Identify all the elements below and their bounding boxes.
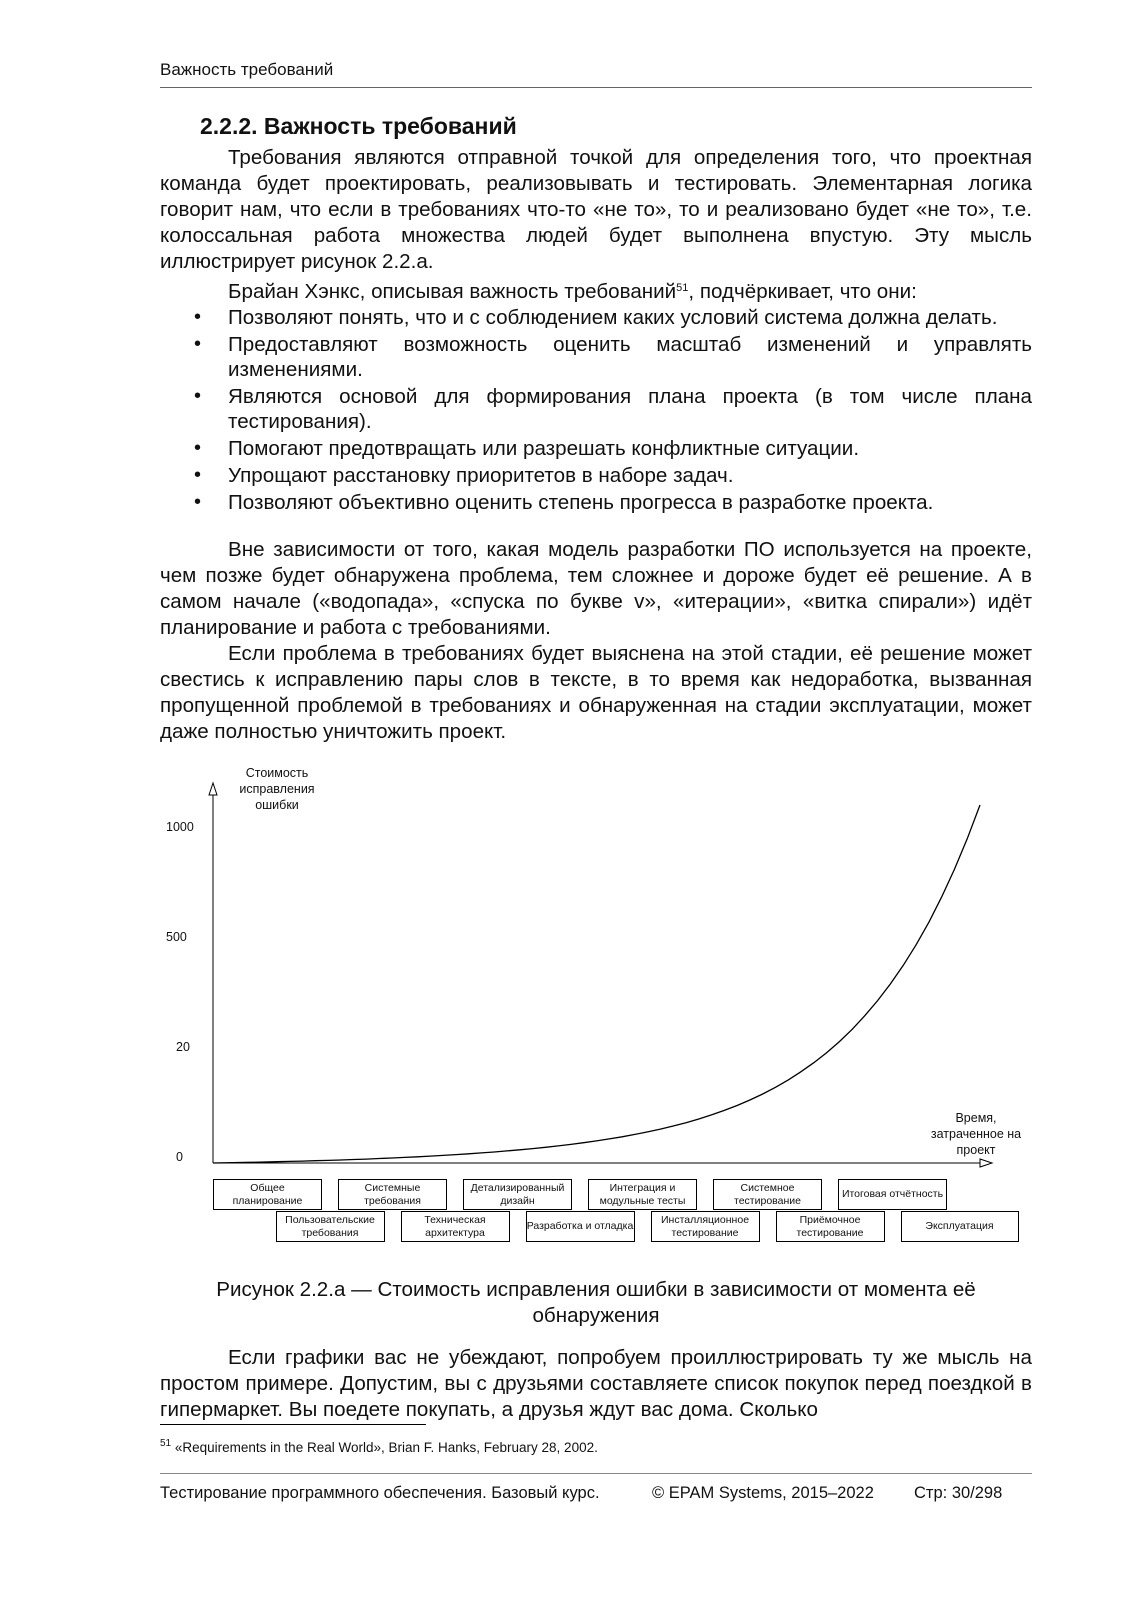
running-title: Важность требований <box>160 60 334 79</box>
figure-caption: Рисунок 2.2.a — Стоимость исправления ошибки в зависимости от момента её обнаружения <box>216 1278 976 1327</box>
x-axis-label: Время, затраченное на проект <box>930 1111 1022 1157</box>
header-rule <box>160 87 1032 88</box>
bullet-icon: • <box>194 306 202 328</box>
footer-page-number: Стр: 30/298 <box>914 1484 1003 1502</box>
y-axis-label: Стоимость исправления ошибки <box>239 766 315 812</box>
phase-box: Итоговая отчётность <box>838 1179 947 1210</box>
list-item-text: Помогают предотвращать или разрешать конфликтные ситуации. <box>228 437 860 460</box>
phase-box: Системные требования <box>338 1179 447 1210</box>
list-item <box>160 463 1032 488</box>
paragraph-2 <box>160 275 1032 305</box>
list-item <box>160 490 1032 515</box>
section-title: 2.2.2. Важность требований <box>200 113 517 139</box>
footnote-text: «Requirements in the Real World», Brian F. Hanks, February 28, 2002. <box>171 1440 598 1455</box>
phase-box: Детализированный дизайн <box>463 1179 572 1210</box>
list-item <box>160 384 1032 434</box>
list-item-text: Предоставляют возможность оценить масштаб изменений и управлять изменениями. <box>228 333 1032 381</box>
phase-box: Общее планирование <box>213 1179 322 1210</box>
phase-box: Разработка и отладка <box>526 1211 635 1242</box>
paragraph-4: Если проблема в требованиях будет выяснена на этой стадии, её решение может свестись к исправлению пары слов в тексте, в то время как недоработка, вызванная пропущенной проблемой в требованиях и обнаруженная на стадии эксплуатации, может даже полностью уничтожить проект. <box>160 642 1032 743</box>
phase-box: Интеграция и модульные тесты <box>588 1179 697 1210</box>
x-axis-arrow <box>980 1159 992 1167</box>
footnote-rule <box>160 1424 426 1425</box>
cost-chart <box>160 765 1032 1267</box>
list-item-text: Являются основой для формирования плана проекта (в том числе плана тестирования). <box>228 385 1032 433</box>
bullet-icon: • <box>194 385 202 407</box>
cost-curve <box>213 805 980 1163</box>
list-item <box>160 332 1032 382</box>
page-content <box>160 110 1032 1423</box>
footnote-number: 51 <box>160 1438 172 1449</box>
footer-book-title: Тестирование программного обеспечения. Базовый курс. <box>160 1484 600 1502</box>
y-tick-label: 0 <box>176 1150 183 1164</box>
paragraph-2-tail: , подчёркивает, что они: <box>688 280 917 303</box>
paragraph-5: Если графики вас не убеждают, попробуем проиллюстрировать ту же мысль на простом примере. Допустим, вы с друзьями составляете список покупок перед поездкой в гипермаркет. Вы поедете покупать, а друзья ждут вас дома. Сколько <box>160 1346 1032 1421</box>
paragraph-2-text: Брайан Хэнкс, описывая важность требований <box>228 280 677 303</box>
bullet-list <box>160 305 1032 515</box>
paragraph-1: Требования являются отправной точкой для определения того, что проектная команда будет проектировать, реализовывать и тестировать. Элементарная логика говорит нам, что если в требованиях что-то «не то», то и реализовано будет «не то», т.е. колоссальная работа множества людей будет выполнена впустую. Эту мысль иллюстрирует рисунок 2.2.a. <box>160 146 1032 273</box>
list-item-text: Упрощают расстановку приоритетов в наборе задач. <box>228 464 734 487</box>
phase-box: Инсталляционное тестирование <box>651 1211 760 1242</box>
footnote <box>160 1435 598 1457</box>
y-axis-arrow <box>209 783 217 795</box>
list-item-text: Позволяют объективно оценить степень прогресса в разработке проекта. <box>228 491 934 514</box>
phase-box: Эксплуатация <box>901 1211 1019 1242</box>
list-item <box>160 305 1032 330</box>
bullet-icon: • <box>194 491 202 513</box>
phase-box: Приёмочное тестирование <box>776 1211 885 1242</box>
y-tick-label: 20 <box>176 1040 190 1054</box>
list-item <box>160 436 1032 461</box>
phase-box: Системное тестирование <box>713 1179 822 1210</box>
footnote-ref[interactable]: 51 <box>676 282 689 294</box>
y-tick-label: 1000 <box>166 820 194 834</box>
bullet-icon: • <box>194 464 202 486</box>
bullet-icon: • <box>194 437 202 459</box>
footer-rule <box>160 1473 1032 1474</box>
y-tick-label: 500 <box>166 930 187 944</box>
list-item-text: Позволяют понять, что и с соблюдением каких условий система должна делать. <box>228 306 998 329</box>
footer-copyright: © EPAM Systems, 2015–2022 <box>652 1484 874 1502</box>
paragraph-3: Вне зависимости от того, какая модель разработки ПО используется на проекте, чем позже будет обнаружена проблема, тем сложнее и дороже будет её решение. А в самом начале («водопада», «спуска по букве v», «итерации», «витка спирали») идёт планирование и работа с требованиями. <box>160 538 1032 639</box>
phase-box: Пользовательские требования <box>276 1211 385 1242</box>
bullet-icon: • <box>194 333 202 355</box>
phase-box: Техническая архитектура <box>401 1211 510 1242</box>
